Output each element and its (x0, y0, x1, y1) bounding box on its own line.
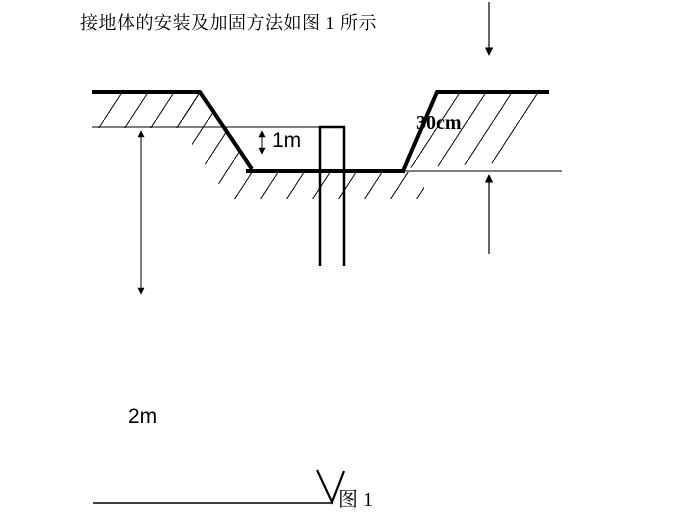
dimension-label-30cm: 30cm (416, 112, 462, 134)
dimension-label-1m: 1m (272, 129, 302, 152)
title-text: 接地体的安装及加固方法如图 1 所示 (80, 13, 377, 33)
hatching-trench-bottom (233, 172, 424, 199)
dimension-label-2m: 2m (128, 405, 158, 428)
hatching-left-bank (95, 92, 252, 192)
figure-caption: 图 1 (338, 489, 373, 511)
